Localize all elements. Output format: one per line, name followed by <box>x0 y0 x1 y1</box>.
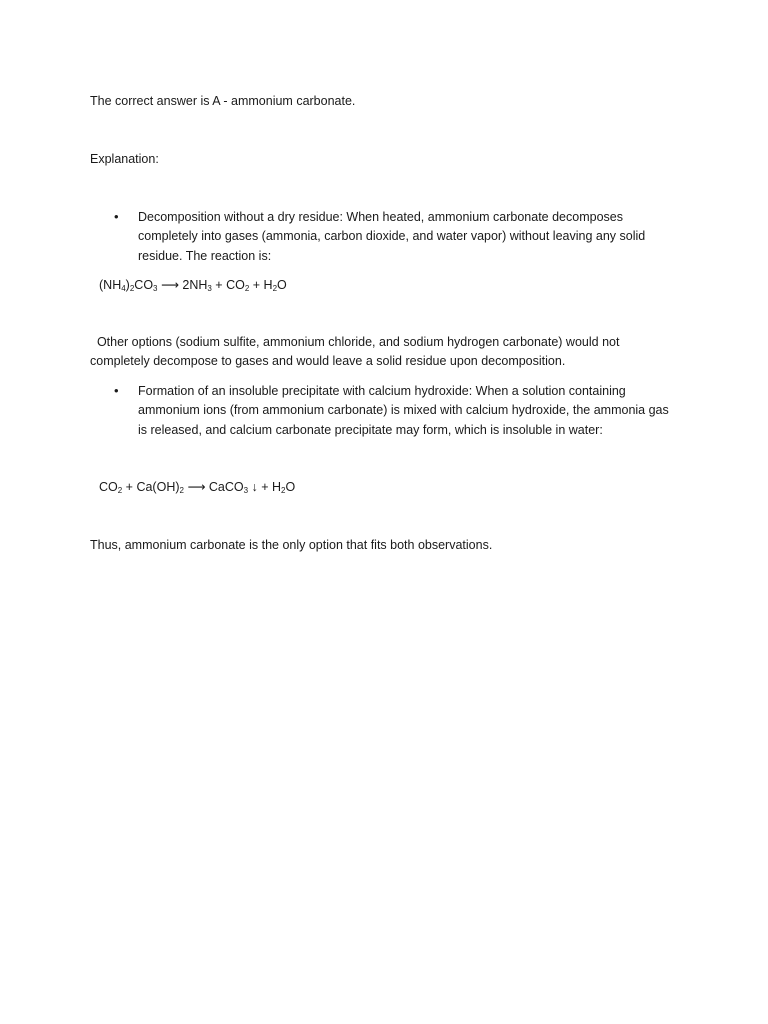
equation-decomposition <box>99 276 287 295</box>
equation-precipitate <box>99 478 295 497</box>
answer-line: The correct answer is A - ammonium carbonate. <box>90 94 356 108</box>
eq1-part: ) <box>125 278 130 292</box>
eq2-part: O <box>285 480 296 494</box>
eq2-part: ⟶ CaCO <box>183 480 244 494</box>
eq1-part: (NH <box>99 278 122 292</box>
eq1-part: + CO <box>211 278 245 292</box>
eq2-sub: 3 <box>243 486 249 495</box>
eq1-sub: 2 <box>129 284 135 293</box>
conclusion-line: Thus, ammonium carbonate is the only option that fits both observations. <box>90 538 493 552</box>
eq1-part: CO <box>134 278 154 292</box>
other-options-paragraph: Other options (sodium sulfite, ammonium chloride, and sodium hydrogen carbonate) would not completely decompose to gases and would leave a solid residue upon decomposition. <box>90 335 620 369</box>
bullet-marker-1: • <box>114 209 119 224</box>
eq2-part: ↓ + H <box>248 480 282 494</box>
eq1-part: ⟶ 2NH <box>157 278 208 292</box>
bullet-marker-2: • <box>114 383 119 398</box>
eq1-sub: 2 <box>244 284 250 293</box>
eq2-sub: 2 <box>179 486 184 495</box>
eq2-sub: 2 <box>117 486 123 495</box>
bullet-text-decomposition: Decomposition without a dry residue: When heated, ammonium carbonate decomposes completely into gases (ammonia, carbon dioxide, and water vapor) without leaving any solid residue. The reaction is: <box>138 210 646 263</box>
eq1-sub: 4 <box>121 284 126 293</box>
eq1-sub: 3 <box>153 284 158 293</box>
eq1-part: + H <box>249 278 273 292</box>
eq2-part: + Ca(OH) <box>122 480 180 494</box>
eq1-sub: 3 <box>207 284 212 293</box>
bullet-text-precipitate: Formation of an insoluble precipitate with calcium hydroxide: When a solution containing ammonium ions (from ammonium carbonate) is mixed with calcium hydroxide, the ammonia gas is released, and calcium carbonate precipitate may form, which is insoluble in water: <box>138 384 669 437</box>
eq2-sub: 2 <box>281 486 286 495</box>
eq1-sub: 2 <box>272 284 278 293</box>
explanation-heading: Explanation: <box>90 152 159 166</box>
eq2-part: CO <box>99 480 118 494</box>
eq1-part: O <box>277 278 287 292</box>
